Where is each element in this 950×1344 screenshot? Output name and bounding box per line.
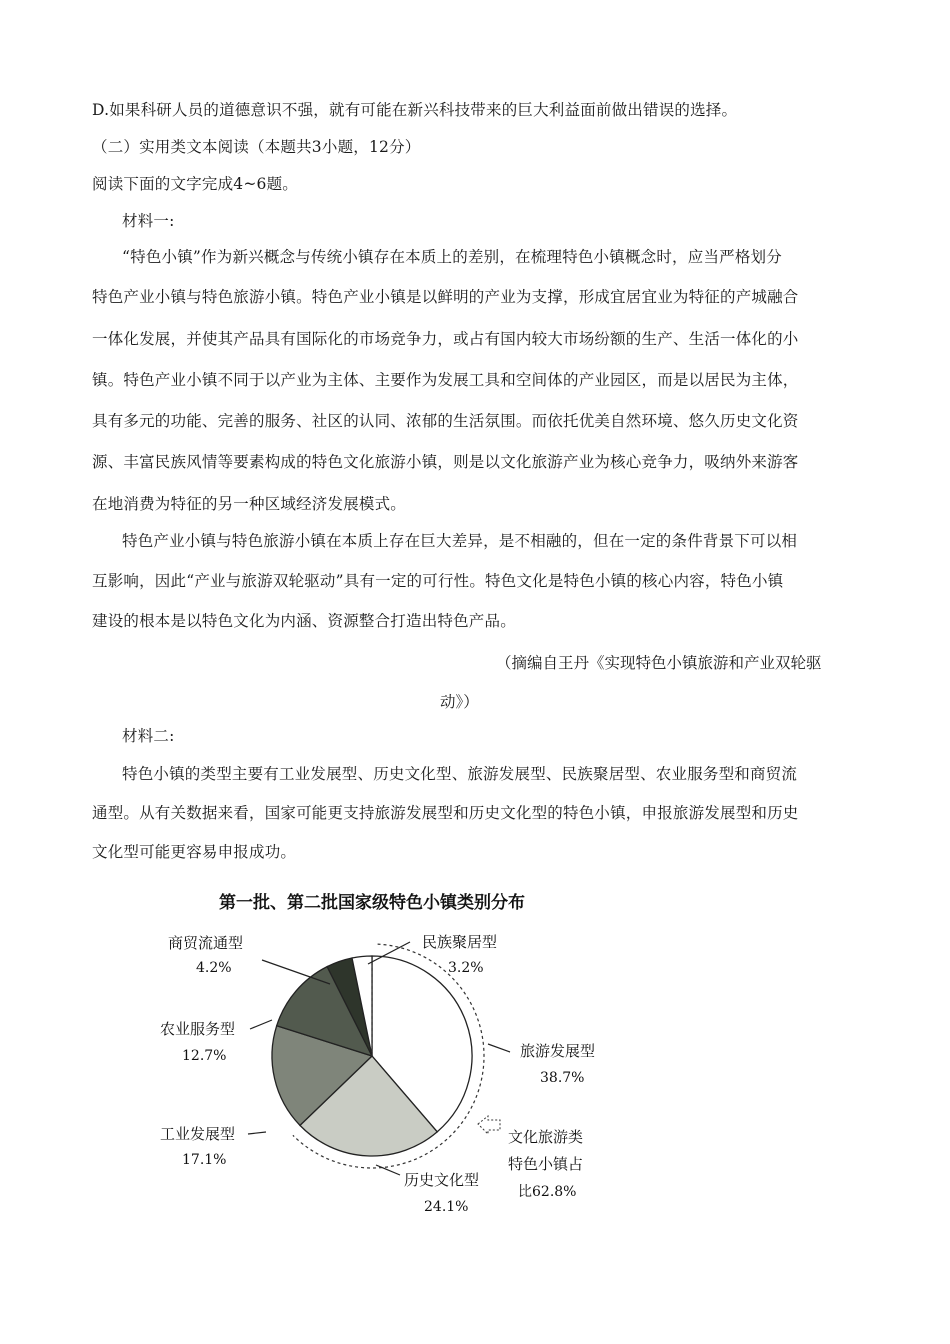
material-2-title: 材料二: [122,727,175,745]
material-2-para-line: 文化型可能更容易申报成功。 [92,843,297,861]
question-option-d: D.如果科研人员的道德意识不强，就有可能在新兴科技带来的巨大利益面前做出错误的选择。 [92,101,738,119]
slice-value-agriculture: 12.7% [182,1048,227,1064]
material-1-para-2-line: 特色产业小镇与特色旅游小镇在本质上存在巨大差异，是不相融的，但在一定的条件背景下可以相 [122,532,798,550]
material-2-para-line: 特色小镇的类型主要有工业发展型、历史文化型、旅游发展型、民族聚居型、农业服务型和商贸流 [122,765,798,783]
annotation-arrow-icon [478,1116,500,1134]
slice-label-history: 历史文化型 [404,1171,480,1189]
leader-line-tourism [488,1044,510,1052]
material-1-para-1-line: 特色产业小镇与特色旅游小镇。特色产业小镇是以鲜明的产业为支撑，形成宜居宜业为特征的产城融合 [92,288,799,306]
slice-label-agriculture: 农业服务型 [160,1020,236,1038]
material-1-source-cont: 动》） [440,693,479,711]
material-2-para-line: 通型。从有关数据来看，国家可能更支持旅游发展型和历史文化型的特色小镇，申报旅游发展型和历史 [92,804,799,822]
material-1-source: （摘编自王丹《实现特色小镇旅游和产业双轮驱 [496,654,822,672]
material-1-para-1-line: 镇。特色产业小镇不同于以产业为主体、主要作为发展工具和空间体的产业园区，而是以居民为主体， [92,371,799,389]
material-1-title: 材料一: [122,212,175,230]
material-1-para-2-line: 互影响，因此“产业与旅游双轮驱动”具有一定的可行性。特色文化是特色小镇的核心内容，特色小镇 [92,572,784,590]
slice-value-history: 24.1% [424,1199,469,1215]
slice-value-commerce: 4.2% [196,960,232,976]
leader-line-history [376,1165,400,1175]
annotation-line: 文化旅游类 [508,1128,584,1146]
slice-label-ethnic: 民族聚居型 [422,933,498,951]
material-1-para-1-line: 具有多元的功能、完善的服务、社区的认同、浓郁的生活氛围。而依托优美自然环境、悠久历史文化资 [92,412,799,430]
annotation-line: 比62.8% [518,1184,577,1200]
material-1-para-2-line: 建设的根本是以特色文化为内涵、资源整合打造出特色产品。 [92,612,516,630]
pie-chart [0,880,950,1240]
material-1-para-1-line: “特色小镇”作为新兴概念与传统小镇存在本质上的差别，在梳理特色小镇概念时，应当严格划分 [122,248,782,266]
material-1-para-1-line: 一体化发展，并使其产品具有国际化的市场竞争力，或占有国内较大市场纷额的生产、生活一体化的小 [92,330,799,348]
slice-label-commerce: 商贸流通型 [168,934,244,952]
leader-line-agri [250,1020,272,1029]
material-1-para-1-line: 在地消费为特征的另一种区域经济发展模式。 [92,495,407,513]
material-1-para-1-line: 源、丰富民族风情等要素构成的特色文化旅游小镇，则是以文化旅游产业为核心竞争力，吸纳外来游客 [92,453,799,471]
instruction: 阅读下面的文字完成4~6题。 [92,175,299,193]
chart-title: 第一批、第二批国家级特色小镇类别分布 [219,893,525,913]
slice-value-industry: 17.1% [182,1152,227,1168]
slice-value-tourism: 38.7% [540,1070,585,1086]
annotation-line: 特色小镇占 [508,1155,584,1173]
slice-label-tourism: 旅游发展型 [520,1042,596,1060]
slice-value-ethnic: 3.2% [448,960,484,976]
leader-line-industry [248,1132,266,1134]
section-heading: （二）实用类文本阅读（本题共3小题，12分） [92,138,421,156]
slice-label-industry: 工业发展型 [160,1125,236,1143]
